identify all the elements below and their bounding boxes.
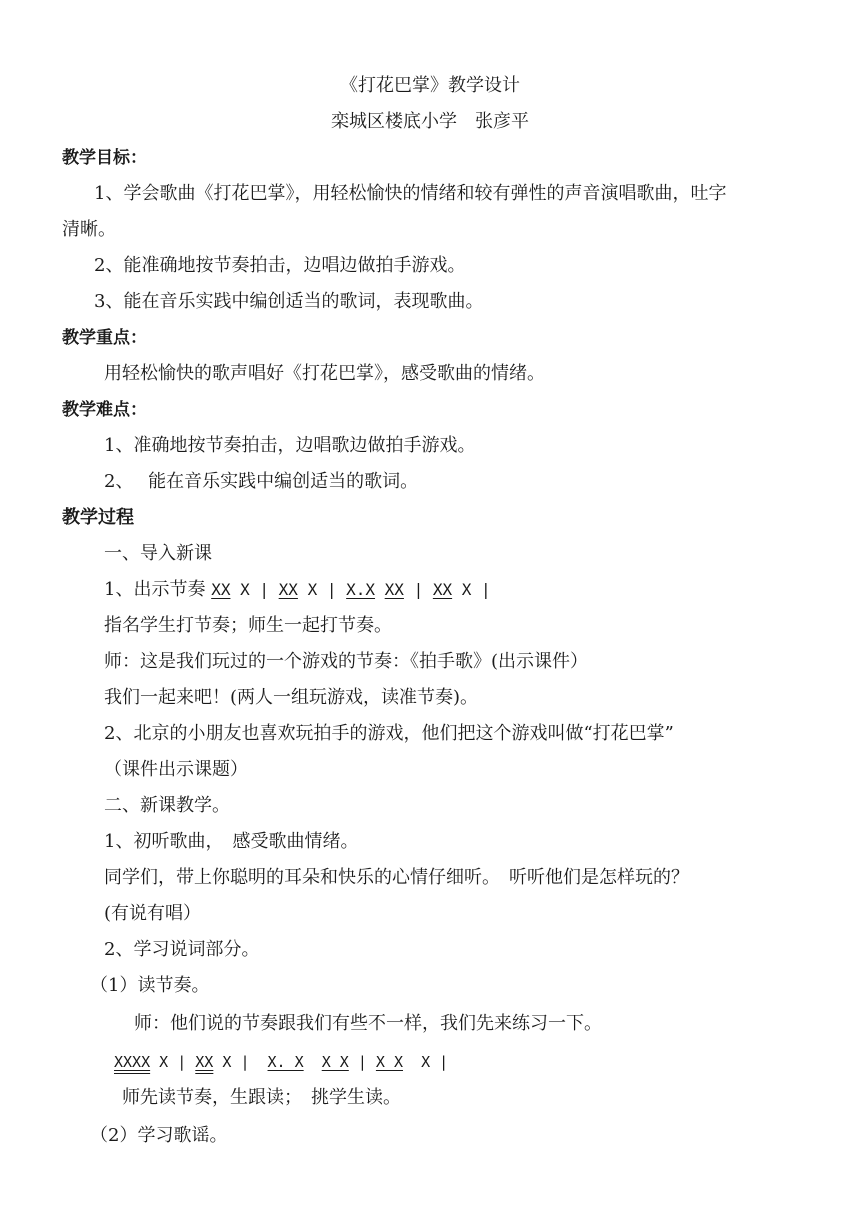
step-2-note: （课件出示课题） — [104, 759, 248, 780]
section-2-heading: 二、新课教学。 — [104, 795, 230, 816]
instruction-line-a: 指名学生打节奏；师生一起打节奏。 — [104, 615, 392, 636]
document-author: 栾城区楼底小学 张彦平 — [331, 111, 529, 132]
barline: | — [177, 1053, 187, 1071]
part-1-text: 师：他们说的节奏跟我们有些不一样，我们先来练习一下。 — [134, 1013, 602, 1034]
goals-heading: 教学目标： — [62, 148, 147, 168]
document-title: 《打花巴掌》教学设计 — [340, 75, 520, 96]
rhythm-note: XX — [278, 580, 298, 599]
barline: | — [481, 580, 491, 599]
sub-step-1: 1、初听歌曲， 感受歌曲情绪。 — [104, 831, 359, 852]
barline: | — [413, 580, 424, 599]
part-1-after: 师先读节奏，生跟读； 挑学生读。 — [122, 1087, 401, 1108]
difficulty-1: 1、准确地按节奏拍击，边唱歌边做拍手游戏。 — [104, 435, 476, 456]
barline: | — [240, 1053, 250, 1071]
rhythm-notation-2 — [114, 1050, 448, 1074]
barline: | — [357, 1053, 367, 1071]
part-1-heading: （1）读节奏。 — [90, 975, 210, 996]
rhythm-note: XX — [384, 580, 404, 599]
sub-step-2: 2、学习说词部分。 — [104, 939, 260, 960]
rhythm-note: X.X — [346, 580, 376, 599]
step-1-label: 1、出示节奏 — [104, 579, 206, 600]
difficulty-2: 2、 能在音乐实践中编创适当的歌词。 — [104, 471, 419, 492]
step-2: 2、北京的小朋友也喜欢玩拍手的游戏，他们把这个游戏叫做“打花巴掌” — [104, 723, 674, 744]
goal-2: 2、能准确地按节奏拍击，边唱边做拍手游戏。 — [94, 255, 466, 276]
rhythm-note: X X — [375, 1053, 403, 1071]
barline: | — [439, 1053, 449, 1071]
instruction-line-c: 我们一起来吧！(两人一组玩游戏，读准节奏)。 — [104, 687, 479, 708]
rhythm-note: X — [421, 1053, 431, 1071]
rhythm-note: XX — [211, 580, 231, 599]
section-1-heading: 一、导入新课 — [104, 543, 212, 564]
rhythm-note: XX — [195, 1053, 214, 1071]
goal-1-continuation: 清晰。 — [62, 219, 116, 240]
rhythm-note: X — [307, 580, 318, 599]
key-points-text: 用轻松愉快的歌声唱好《打花巴掌》，感受歌曲的情绪。 — [104, 363, 545, 384]
rhythm-note: X — [240, 580, 250, 599]
sub-step-1-text: 同学们，带上你聪明的耳朵和快乐的心情仔细听。 听听他们是怎样玩的？ — [104, 867, 689, 888]
goal-3: 3、能在音乐实践中编创适当的歌词，表现歌曲。 — [94, 291, 484, 312]
step-1-rhythm-line — [104, 578, 491, 602]
barline: | — [326, 580, 337, 599]
sub-step-1-note: (有说有唱） — [104, 903, 202, 924]
rhythm-note: X X — [321, 1053, 349, 1071]
difficulties-heading: 教学难点： — [62, 400, 147, 420]
goal-1: 1、学会歌曲《打花巴掌》，用轻松愉快的情绪和较有弹性的声音演唱歌曲，吐字 — [94, 183, 727, 204]
process-heading: 教学过程 — [62, 507, 134, 528]
key-points-heading: 教学重点： — [62, 328, 147, 348]
rhythm-note: X — [222, 1053, 232, 1071]
part-2-heading: （2）学习歌谣。 — [90, 1125, 228, 1146]
barline: | — [259, 580, 270, 599]
rhythm-note: XX — [432, 580, 453, 599]
rhythm-note: X. X — [267, 1053, 304, 1071]
rhythm-note: XXXX — [114, 1053, 151, 1071]
instruction-line-b: 师：这是我们玩过的一个游戏的节奏：《拍手歌》(出示课件） — [104, 651, 589, 672]
rhythm-note: X — [461, 580, 472, 599]
rhythm-note: X — [159, 1053, 169, 1071]
rhythm-notation-1 — [211, 580, 491, 599]
